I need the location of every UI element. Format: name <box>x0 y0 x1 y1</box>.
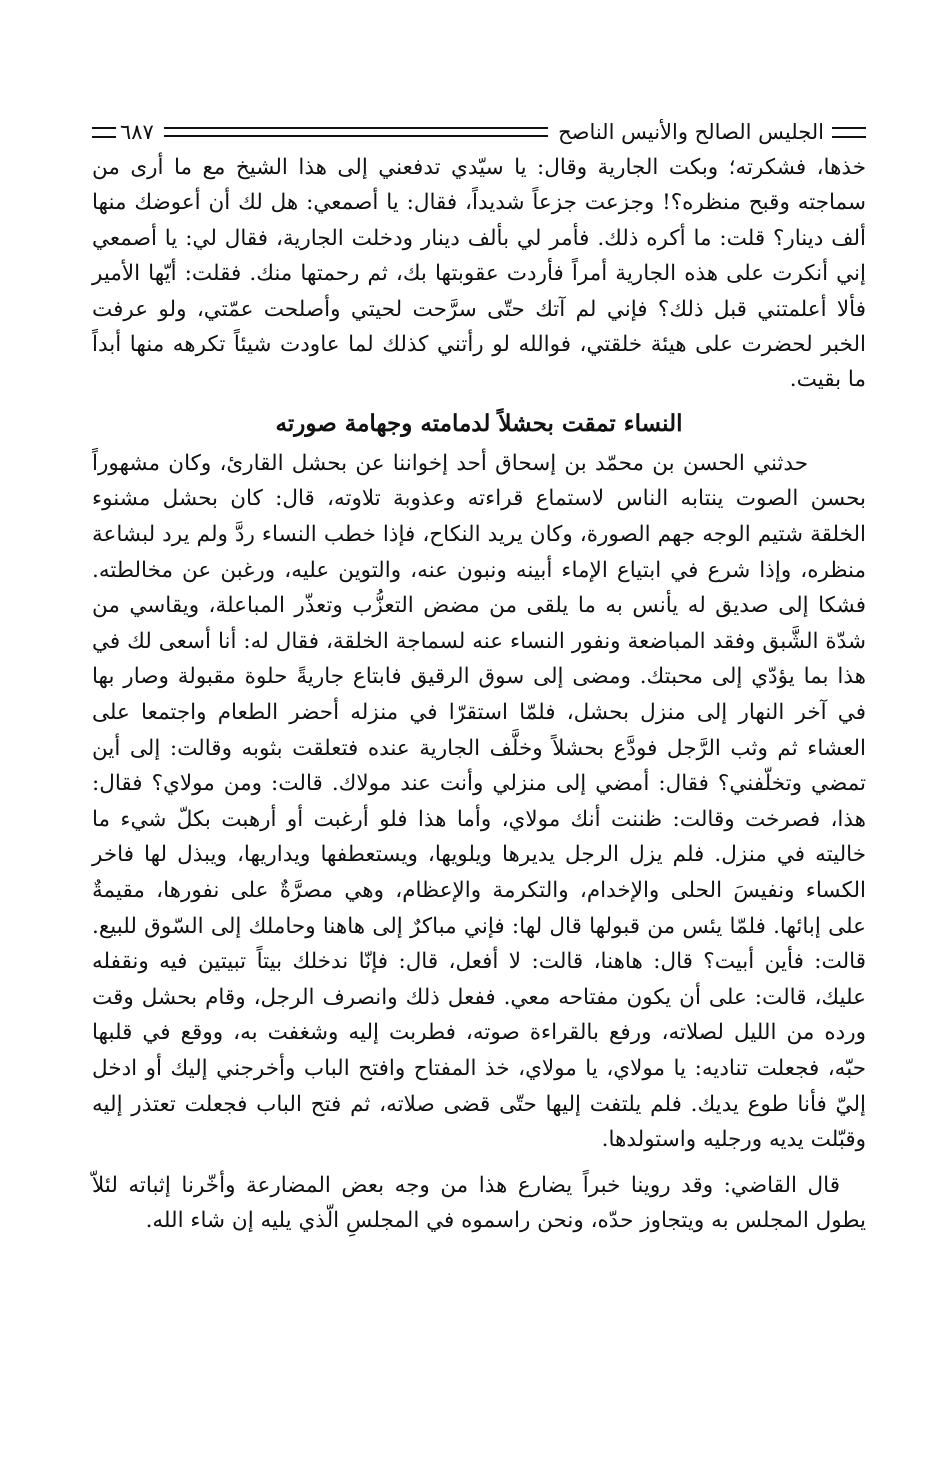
book-page <box>92 116 866 1239</box>
paragraph-story: حدثني الحسن بن محمّد بن إسحاق أحد إخواننا عن بحشل القارئ، وكان مشهوراً بحسن الصوت ينتابه الناس لاستماع قراءته وعذوبة تلاوته، قال: كان بحشل مشنوء الخلقة شتيم الوجه جهم الصورة، وكان يريد النكاح، فإذا خطب النساء ردَّ ولم يرد لبشاعة منظره، وإذا شرع في ابتياع الإماء أبينه ونبون عنه، والتوين عليه، ورغبن عن مخالطته. فشكا إلى صديق له يأنس به ما يلقى من مضض التعزُّب وتعذّر المباعلة، ويقاسي من شدّة الشَّبق وفقد المباضعة ونفور النساء عنه لسماجة الخلقة، فقال له: أنا أسعى لك في هذا بما يؤدّي إلى محبتك. ومضى إلى سوق الرقيق فابتاع جاريةً حلوة مقبولة وصار بها في آخر النهار إلى منزل بحشل، فلمّا استقرّا في منزله أحضر الطعام واجتمعا على العشاء ثم وثب الرَّجل فودَّع بحشلاً وخلَّف الجارية عنده فتعلقت بثوبه وقالت: إلى أين تمضي وتخلّفني؟ فقال: أمضي إلى منزلي وأنت عند مولاك. قالت: ومن مولاي؟ فقال: هذا، فصرخت وقالت: ظننت أنك مولاي، وأما هذا فلو أرغبت أو أرهبت بكلّ شيء ما خاليته في منزل. فلم يزل الرجل يديرها ويلويها، ويستعطفها ويداريها، ويبذل لها فاخر الكساء ونفيسَ الحلى والإخدام، والتكرمة والإعظام، وهي مصرَّةٌ على نفورها، مقيمةٌ على إبائها. فلمّا يئس من قبولها قال لها: فإني مباكرٌ إلى هاهنا وحاملك إلى السّوق للبيع. قالت: فأين أبيت؟ قال: هاهنا، قالت: لا أفعل، قال: فإنّا ندخلك بيتاً تبيتين فيه ونقفله عليك، قالت: على أن يكون مفتاحه معي. ففعل ذلك وانصرف الرجل، وقام بحشل وقت ورده من الليل لصلاته، ورفع بالقراءة صوته، فطربت إليه وشغفت به، ووقع في قلبها حبّه، فجعلت تناديه: يا مولاي، يا مولاي، خذ المفتاح وافتح الباب وأخرجني إليك أو ادخل إليّ فأنا طوع يديك. فلم يلتفت إليها حتّى قضى صلاته، ثم فتح الباب فجعلت تعتذر إليه وقبّلت يديه ورجليه واستولدها. <box>92 450 866 1153</box>
page-number: ٦٨٧ <box>120 120 154 144</box>
header-ornament-right <box>832 127 866 138</box>
header-ornament-left <box>92 127 116 138</box>
section-heading: النساء تمقت بحشلاً لدمامته وجهامة صورته <box>275 409 683 437</box>
paragraph-opening: خذها، فشكرته؛ وبكت الجارية وقال: يا سيّدي تدفعني إلى هذا الشيخ مع ما أرى من سماجته وقبح منظره؟! وجزعت جزعاً شديداً، فقال: يا أصمعي: هل لك أن أعوضك منها ألف دينار؟ قلت: ما أكره ذلك. فأمر لي بألف دينار ودخلت الجارية، فقال لي: يا أصمعي إني أنكرت على هذه الجارية أمراً فأردت عقوبتها بك، ثم رحمتها منك. فقلت: أيّها الأمير فألا أعلمتني قبل ذلك؟ فإني لم آتك حتّى سرَّحت لحيتي وأصلحت عمّتي، ولو عرفت الخبر لحضرت على هيئة خلقتي، فوالله لو رأتني كذلك لما عاودت شيئاً تكرهه منها أبداً ما بقيت. <box>92 155 866 393</box>
running-header <box>92 116 866 148</box>
paragraph-closing: قال القاضي: وقد روينا خبراً يضارع هذا من وجه بعض المضارعة وأخّرنا إثباته لئلاّ يطول المجلس به ويتجاوز حدّه، ونحن راسموه في المجلسِ الّذي يليه إن شاء الله. <box>92 1172 866 1234</box>
book-title: الجليس الصالح والأنيس الناصح <box>558 120 824 144</box>
header-rule <box>164 127 548 137</box>
